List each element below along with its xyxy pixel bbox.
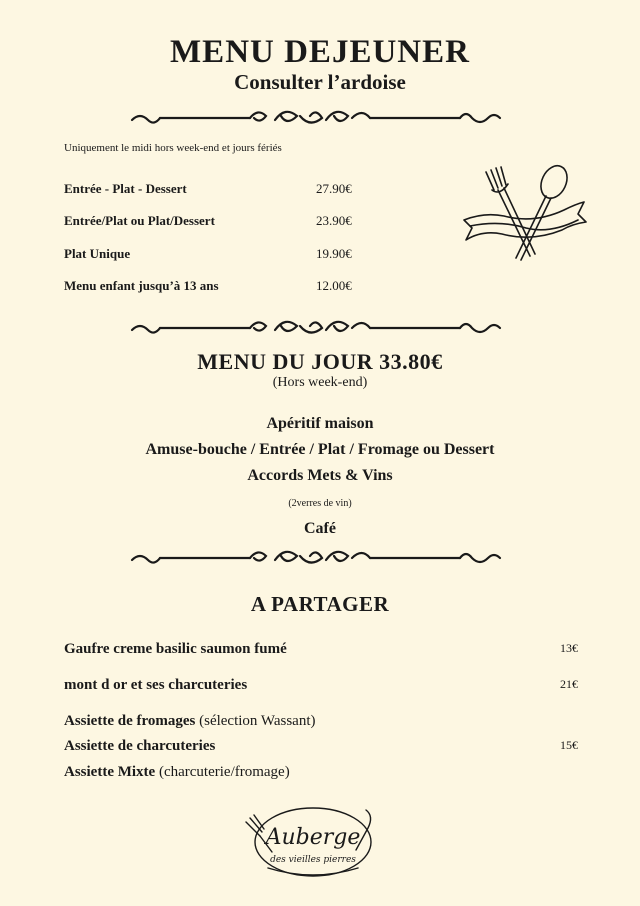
auberge-logo: [238, 800, 388, 882]
share-item-price: 15€: [560, 738, 578, 752]
price-row: [64, 278, 384, 296]
price-row: [64, 246, 384, 264]
share-item: [64, 738, 594, 760]
price-row-label: Plat Unique: [64, 246, 131, 261]
ornamental-divider-icon: [130, 316, 520, 342]
share-item: [64, 764, 594, 786]
ornamental-divider-icon: [130, 106, 520, 132]
share-item-name: Assiette Mixte: [64, 764, 156, 780]
coffee-line: Café: [304, 520, 336, 537]
price-row: [64, 181, 384, 199]
menu-title: MENU DEJEUNER: [170, 34, 470, 70]
price-row-value: 12.00€: [316, 278, 352, 293]
price-row-value: 27.90€: [316, 181, 352, 196]
logo-name: Auberge: [265, 825, 361, 850]
share-item-detail: (charcuterie/fromage): [155, 764, 290, 780]
price-row-label: Entrée - Plat - Dessert: [64, 181, 187, 196]
share-item-price: 13€: [560, 641, 578, 655]
share-item: [64, 713, 594, 735]
share-item-name: mont d or et ses charcuteries: [64, 677, 248, 693]
fork-spoon-ribbon-icon: [458, 160, 588, 268]
lunch-note: Uniquement le midi hors week-end et jours fériés: [64, 142, 282, 154]
price-row-value: 23.90€: [316, 213, 352, 228]
price-row-value: 19.90€: [316, 246, 352, 261]
a-partager-title: A PARTAGER: [250, 592, 390, 616]
menu-du-jour-line: Accords Mets & Vins: [247, 467, 393, 484]
ornamental-divider-icon: [130, 546, 520, 572]
share-item-price: 21€: [560, 677, 578, 691]
share-item-detail: (sélection Wassant): [195, 713, 316, 729]
menu-du-jour-subtitle: (Hors week-end): [272, 375, 368, 390]
menu-du-jour-line: Apéritif maison: [266, 415, 374, 432]
share-item: [64, 641, 594, 663]
share-item-name: Assiette de charcuteries: [64, 738, 216, 754]
price-row-label: Menu enfant jusqu’à 13 ans: [64, 278, 219, 293]
price-row: [64, 213, 384, 231]
share-item-name: Gaufre creme basilic saumon fumé: [64, 641, 287, 657]
share-item: [64, 677, 594, 699]
logo-tagline: des vieilles pierres: [270, 855, 356, 865]
menu-subtitle: Consulter l’ardoise: [234, 70, 406, 94]
menu-du-jour-title: MENU DU JOUR 33.80€: [197, 349, 443, 374]
wine-note: (2verres de vin): [288, 498, 352, 509]
price-row-label: Entrée/Plat ou Plat/Dessert: [64, 213, 215, 228]
share-item-name: Assiette de fromages: [64, 713, 196, 729]
menu-du-jour-line: Amuse-bouche / Entrée / Plat / Fromage ou Dessert: [145, 441, 495, 458]
